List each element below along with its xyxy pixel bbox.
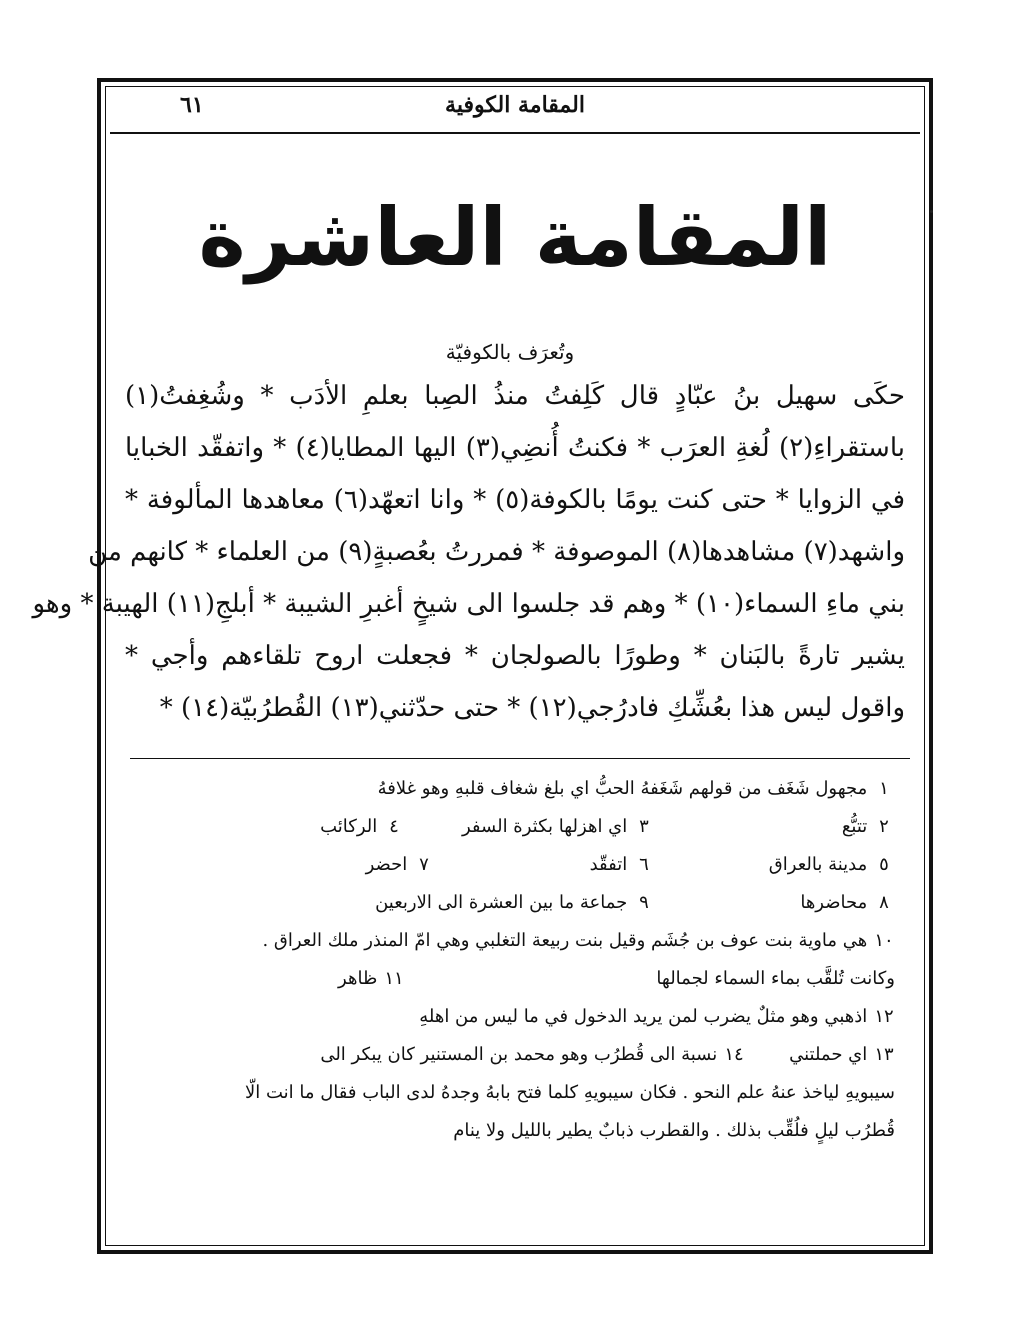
footnote-number: ١٣ [874,1044,894,1065]
footnote-number: ١ [879,778,889,799]
footnote-row [125,846,895,884]
maqama-body [32,370,906,734]
footnote-row [125,808,895,846]
maqama-subtitle: وتُعرَف بالكوفيّة [445,340,575,364]
footnote-text: جماعة ما بين العشرة الى الاربعين [375,892,628,913]
footnote-text: الركائب [320,816,378,837]
footnote-number: ٤ [389,816,399,837]
footnote-text: قُطرُب ليلٍ فلُقِّب بذلك . والقطرب ذبابٌ يطير بالليل ولا ينام [453,1120,895,1141]
footnote-text: محاضرها [800,892,868,913]
footnote-number: ٧ [419,854,429,875]
footnote-text: اي حملتني [789,1044,868,1065]
footnote-row [125,1112,895,1150]
body-line: واشهد(٧) مشاهدها(٨) الموصوفة * فمررتُ بعُصبةٍ(٩) من العلماء * كانهم من [88,537,905,567]
footnote-rule [130,758,910,759]
footnote-number: ١٢ [874,1006,894,1027]
footnotes [125,770,895,1150]
body-line: بني ماءِ السماء(١٠) * وهم قد جلسوا الى شيخٍ أغبرِ الشيبة * أبلجِ(١١) الهيبة * وهو [32,589,905,619]
footnote-row [125,1074,895,1112]
footnote-row [125,884,895,922]
footnote-text: احضر [365,854,408,875]
running-header [120,90,910,130]
footnote-text: مجهول شَغَف من قولهم شَغَفهُ الحبُّ اي بلغ شغاف قلبهِ وهو غلافهُ [377,778,868,799]
footnote-row [125,922,895,960]
footnote-number: ١١ [384,968,404,989]
body-line: حكَى سهيل بنُ عبّادٍ قال كَلِفتُ منذُ الصِبا بعلمِ الأدَب * وشُغِفتُ(١) [125,381,905,411]
footnote-row [125,998,895,1036]
footnote-row [125,770,895,808]
stray-mark [930,210,933,213]
footnote-text: اتفقّد [589,854,628,875]
footnote-number: ١٠ [874,930,894,951]
header-rule [110,132,920,134]
running-title: المقامة الكوفية [445,92,585,118]
footnote-number: ٢ [879,816,889,837]
page-number: ٦١ [180,92,204,118]
footnote-number: ٥ [879,854,889,875]
footnote-text: هي ماوية بنت عوف بن جُشَم وقيل بنت ربيعة التغلبي وهي امّ المنذر ملك العراق . [262,930,868,951]
footnote-number: ٩ [639,892,649,913]
body-line: واقول ليس هذا بعُشِّكِ فادرُجي(١٢) * حتى حدّثني(١٣) القُطرُبيّة(١٤) * [159,693,905,723]
footnote-text: اي اهزلها بكثرة السفر [461,816,628,837]
body-line: باستقراءِ(٢) لُغةِ العرَب * فكنتُ أُنضِي(٣) اليها المطايا(٤) * واتفقّد الخبايا [125,433,905,463]
maqama-title: المقامة العاشرة [198,191,832,284]
footnote-text: مدينة بالعراق [768,854,868,875]
body-line: يشير تارةً بالبَنان * وطورًا بالصولجان * فجعلت اروح تلقاءهم وأجي * [125,641,905,671]
footnote-number: ٣ [639,816,649,837]
footnote-text: سيبويهِ لياخذ عنهُ علم النحو . فكان سيبويهِ كلما فتح بابهُ وجدهُ لدى الباب فقال ما انت الّا [244,1082,895,1103]
footnote-text: تتبُّع [841,816,868,837]
footnote-number: ٨ [879,892,889,913]
footnote-row [125,1036,895,1074]
footnote-text: اذهبي وهو مثلٌ يضرب لمن يريد الدخول في ما ليس من اهلهِ [419,1006,868,1027]
footnote-row [125,960,895,998]
footnote-number: ٦ [639,854,649,875]
footnote-text: ظاهر [338,968,378,989]
footnote-text: نسبة الى قُطرُب وهو محمد بن المستنير كان يبكر الى [320,1044,718,1065]
footnote-number: ١٤ [724,1044,744,1065]
body-line: في الزوايا * حتى كنت يومًا بالكوفة(٥) * وانا اتعهّد(٦) معاهدها المألوفة * [125,485,906,515]
footnote-text: وكانت تُلقَّب بماء السماء لجمالها [656,968,895,989]
